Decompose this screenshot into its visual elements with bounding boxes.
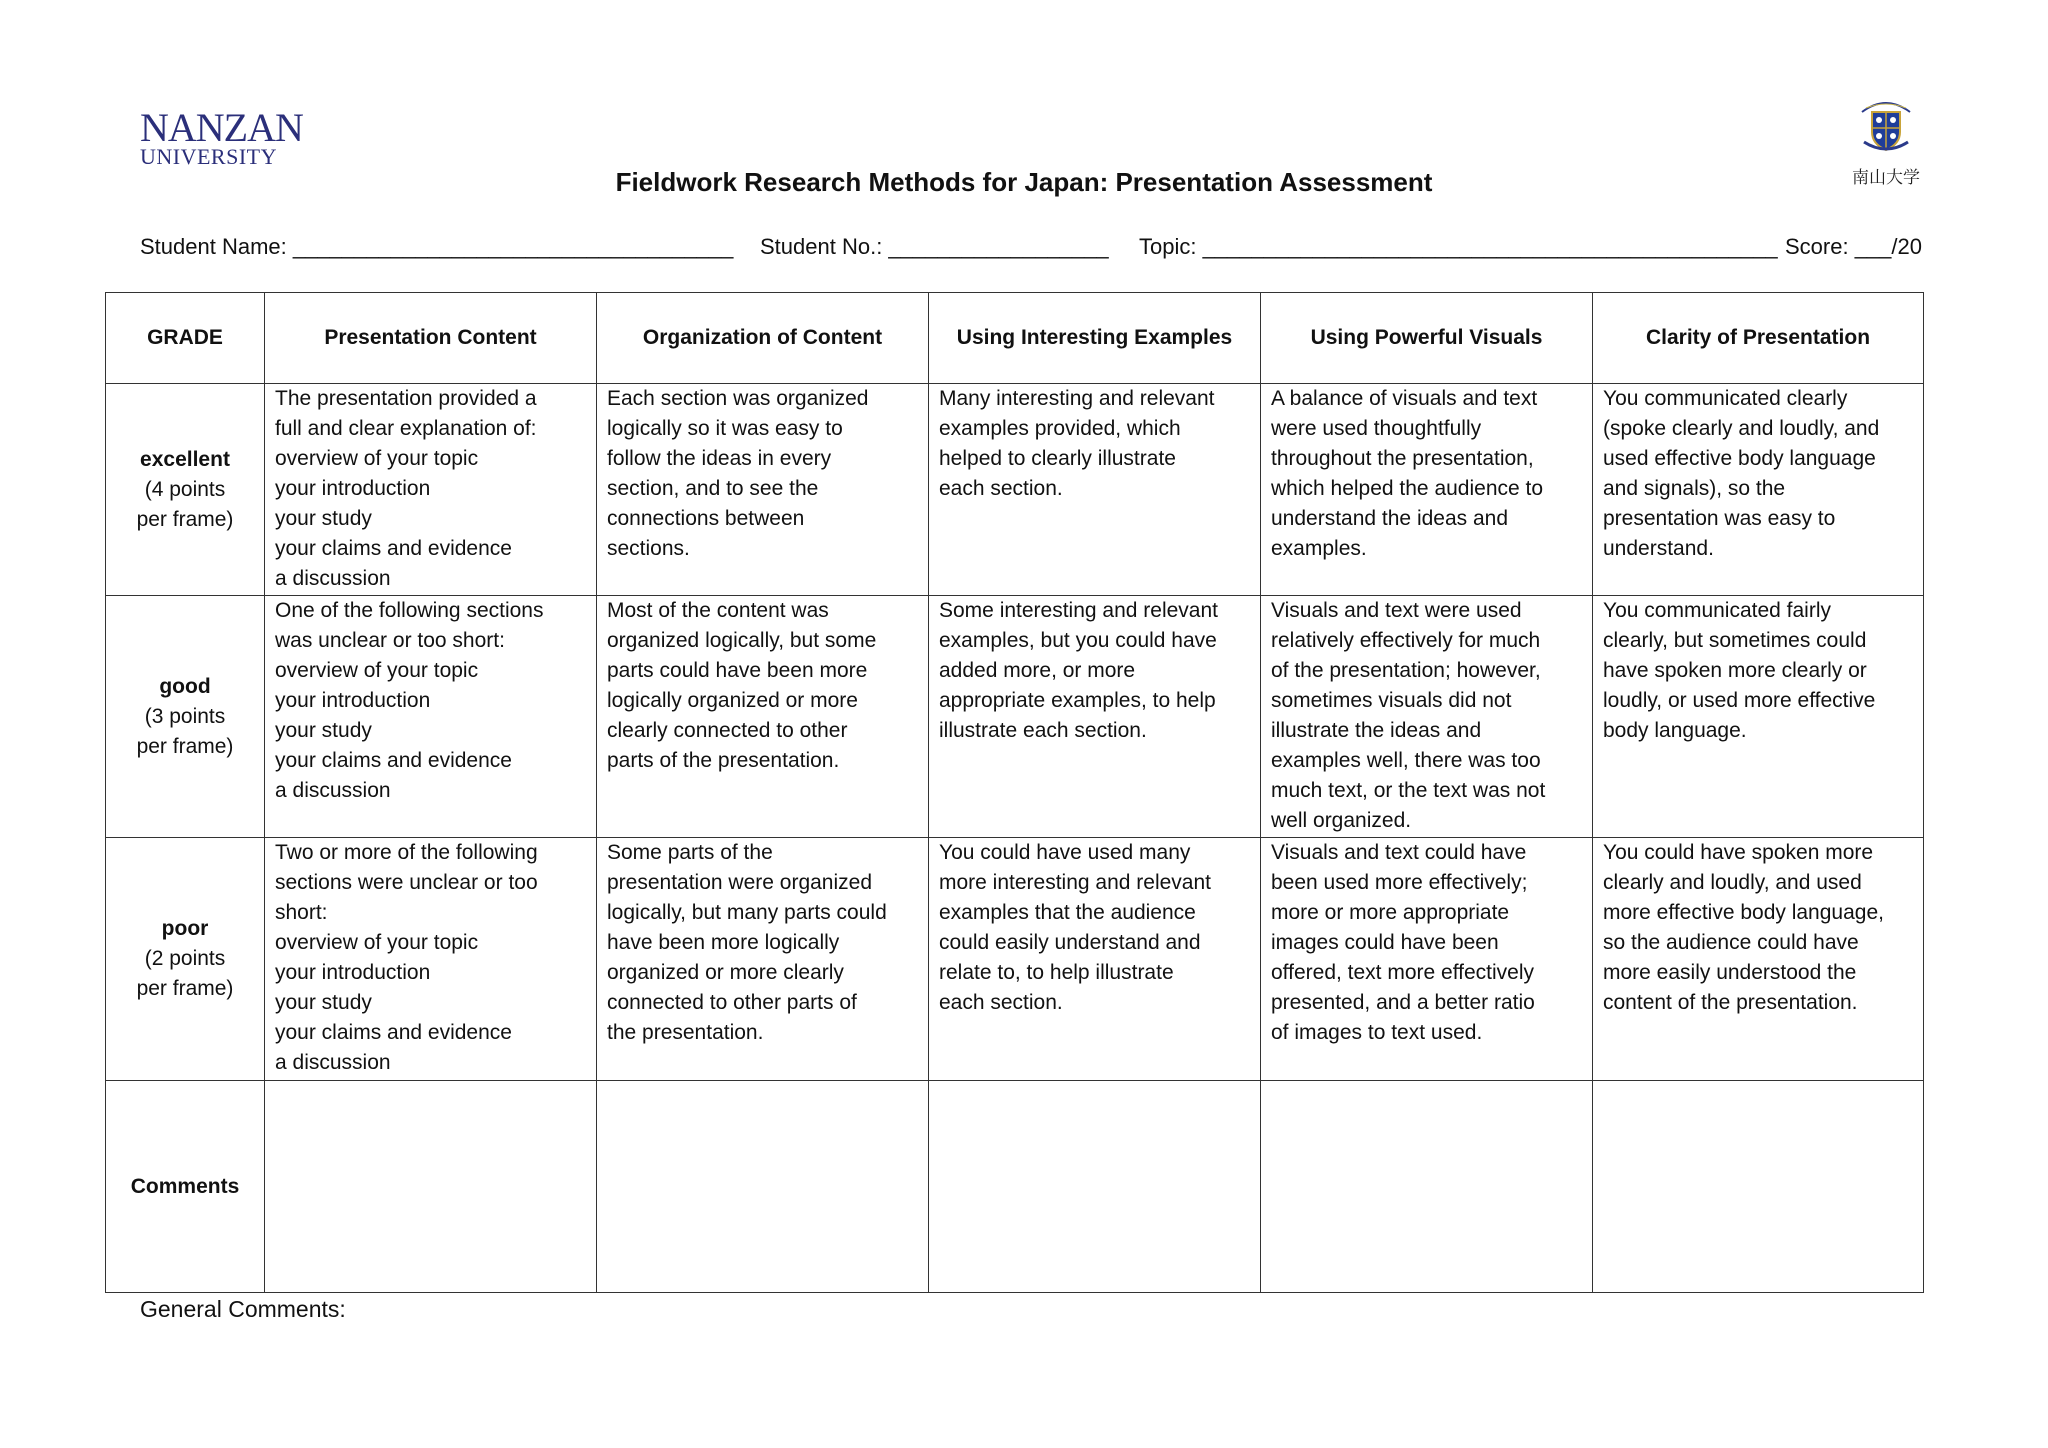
criterion-text: overview of your topic xyxy=(275,659,479,682)
rubric-row-2 xyxy=(106,838,1924,1081)
criterion-text: the presentation. xyxy=(607,1021,764,1044)
criterion-cell xyxy=(265,384,597,596)
header-using-powerful-visuals: Using Powerful Visuals xyxy=(1261,293,1593,384)
criterion-cell xyxy=(265,838,597,1081)
header-organization-of-content: Organization of Content xyxy=(597,293,929,384)
criterion-text: appropriate examples, to help xyxy=(939,689,1216,712)
criterion-text: logically, but many parts could xyxy=(607,901,887,924)
grade-cell xyxy=(106,384,265,596)
criterion-text: organized or more clearly xyxy=(607,961,844,984)
criterion-text: sometimes visuals did not xyxy=(1271,689,1512,712)
criterion-text: examples provided, which xyxy=(939,417,1181,440)
nanzan-university-logo xyxy=(140,105,303,169)
criterion-text: examples well, there was too xyxy=(1271,749,1541,772)
criterion-text: section, and to see the xyxy=(607,477,819,500)
criterion-text: your study xyxy=(275,507,372,530)
criterion-text: your introduction xyxy=(275,961,431,984)
criterion-text: more easily understood the xyxy=(1603,961,1857,984)
criterion-text: used effective body language xyxy=(1603,447,1876,470)
criterion-text: parts could have been more xyxy=(607,659,868,682)
comment-cell[interactable] xyxy=(265,1081,597,1293)
criterion-text: You communicated fairly xyxy=(1603,599,1832,622)
criterion-cell xyxy=(929,838,1261,1081)
grade-points: per frame) xyxy=(136,977,234,1000)
criterion-text: (spoke clearly and loudly, and xyxy=(1603,417,1880,440)
criterion-text: Two or more of the following xyxy=(275,841,538,864)
criterion-cell xyxy=(1593,384,1924,596)
rubric-row-1 xyxy=(106,596,1924,838)
criterion-text: logically so it was easy to xyxy=(607,417,843,440)
comment-cell[interactable] xyxy=(597,1081,929,1293)
criterion-text: have been more logically xyxy=(607,931,840,954)
grade-cell xyxy=(106,596,265,838)
criterion-text: You communicated clearly xyxy=(1603,387,1848,410)
criterion-text: Visuals and text could have xyxy=(1271,841,1527,864)
header-using-interesting-examples: Using Interesting Examples xyxy=(929,293,1261,384)
criterion-text: could easily understand and xyxy=(939,931,1201,954)
criterion-text: was unclear or too short: xyxy=(275,629,505,652)
criterion-cell xyxy=(597,384,929,596)
criterion-text: presentation were organized xyxy=(607,871,873,894)
criterion-text: Visuals and text were used xyxy=(1271,599,1522,622)
logo-wordmark: NANZAN xyxy=(140,105,303,150)
header-clarity-of-presentation: Clarity of Presentation xyxy=(1593,293,1924,384)
criterion-text: overview of your topic xyxy=(275,447,479,470)
crest-caption: 南山大学 xyxy=(1852,168,1920,188)
criterion-text: of the presentation; however, xyxy=(1271,659,1541,682)
criterion-text: You could have used many xyxy=(939,841,1191,864)
comment-cell[interactable] xyxy=(1261,1081,1593,1293)
criterion-text: each section. xyxy=(939,991,1063,1014)
criterion-text: clearly connected to other xyxy=(607,719,848,742)
criterion-text: full and clear explanation of: xyxy=(275,417,537,440)
criterion-text: clearly and loudly, and used xyxy=(1603,871,1862,894)
score-field: Score: ___/20 xyxy=(1785,234,1922,259)
criterion-text: Some parts of the xyxy=(607,841,773,864)
criterion-text: relate to, to help illustrate xyxy=(939,961,1174,984)
header-presentation-content: Presentation Content xyxy=(265,293,597,384)
student-info-row xyxy=(140,234,1925,264)
topic-field: Topic: _______________________________________________ xyxy=(1139,234,1778,259)
criterion-text: organized logically, but some xyxy=(607,629,877,652)
criterion-text: images could have been xyxy=(1271,931,1499,954)
criterion-text: follow the ideas in every xyxy=(607,447,832,470)
grade-points: per frame) xyxy=(136,734,234,758)
grade-points: (4 points xyxy=(144,477,226,501)
criterion-text: of images to text used. xyxy=(1271,1021,1483,1044)
criterion-text: relatively effectively for much xyxy=(1271,629,1541,652)
criterion-cell xyxy=(929,596,1261,838)
criterion-text: illustrate each section. xyxy=(939,719,1147,742)
criterion-cell xyxy=(1593,838,1924,1081)
criterion-text: your introduction xyxy=(275,477,431,500)
criterion-text: more or more appropriate xyxy=(1271,901,1510,924)
criterion-text: well organized. xyxy=(1271,809,1412,832)
table-header-row xyxy=(106,293,1924,384)
criterion-text: understand. xyxy=(1603,537,1714,560)
criterion-text: more effective body language, xyxy=(1603,901,1884,924)
criterion-cell xyxy=(597,596,929,838)
grade-name: good xyxy=(159,674,211,698)
criterion-text: Many interesting and relevant xyxy=(939,387,1215,410)
criterion-text: a discussion xyxy=(275,779,391,802)
criterion-text: helped to clearly illustrate xyxy=(939,447,1176,470)
criterion-text: so the audience could have xyxy=(1603,931,1859,954)
criterion-text: loudly, or used more effective xyxy=(1603,689,1876,712)
criterion-text: your claims and evidence xyxy=(275,537,512,560)
criterion-text: your introduction xyxy=(275,689,431,712)
rubric-row-0 xyxy=(106,384,1924,596)
criterion-text: connections between xyxy=(607,507,805,530)
crest-icon xyxy=(1854,96,1918,156)
criterion-text: presented, and a better ratio xyxy=(1271,991,1535,1014)
criterion-text: were used thoughtfully xyxy=(1271,417,1482,440)
comments-label: Comments xyxy=(106,1081,265,1293)
logo-subtitle: UNIVERSITY xyxy=(140,144,277,169)
comment-cell[interactable] xyxy=(929,1081,1261,1293)
criterion-text: Most of the content was xyxy=(607,599,829,622)
criterion-text: which helped the audience to xyxy=(1271,477,1544,500)
criterion-text: Some interesting and relevant xyxy=(939,599,1218,622)
criterion-text: your claims and evidence xyxy=(275,749,512,772)
grade-points: (2 points xyxy=(144,947,226,970)
criterion-text: your study xyxy=(275,991,372,1014)
criterion-text: sections were unclear or too xyxy=(275,871,538,894)
general-comments-label: General Comments: xyxy=(140,1296,346,1322)
criterion-cell xyxy=(929,384,1261,596)
criterion-text: have spoken more clearly or xyxy=(1603,659,1867,682)
assessment-rubric-table xyxy=(105,292,1924,1293)
student-name-field: Student Name: ____________________________________ xyxy=(140,234,734,259)
criterion-text: clearly, but sometimes could xyxy=(1603,629,1867,652)
criterion-cell xyxy=(265,596,597,838)
criterion-text: overview of your topic xyxy=(275,931,479,954)
grade-cell xyxy=(106,838,265,1081)
criterion-text: a discussion xyxy=(275,1051,391,1074)
criterion-text: much text, or the text was not xyxy=(1271,779,1546,802)
criterion-text: connected to other parts of xyxy=(607,991,857,1014)
criterion-text: examples that the audience xyxy=(939,901,1196,924)
grade-points: (3 points xyxy=(144,704,226,728)
criterion-text: body language. xyxy=(1603,719,1747,742)
criterion-text: examples, but you could have xyxy=(939,629,1217,652)
comment-cell[interactable] xyxy=(1593,1081,1924,1293)
criterion-text: a discussion xyxy=(275,567,391,590)
criterion-text: and signals), so the xyxy=(1603,477,1786,500)
criterion-text: You could have spoken more xyxy=(1603,841,1874,864)
criterion-cell xyxy=(1261,596,1593,838)
criterion-text: each section. xyxy=(939,477,1063,500)
criterion-text: parts of the presentation. xyxy=(607,749,840,772)
grade-points: per frame) xyxy=(136,507,234,531)
criterion-text: been used more effectively; xyxy=(1271,871,1528,894)
criterion-text: your claims and evidence xyxy=(275,1021,512,1044)
criterion-text: short: xyxy=(275,901,328,924)
grade-name: excellent xyxy=(140,447,230,471)
criterion-text: content of the presentation. xyxy=(1603,991,1858,1014)
criterion-text: offered, text more effectively xyxy=(1271,961,1535,984)
criterion-text: Each section was organized xyxy=(607,387,869,410)
criterion-text: One of the following sections xyxy=(275,599,544,622)
student-no-field: Student No.: __________________ xyxy=(760,234,1109,259)
grade-name: poor xyxy=(161,917,209,940)
criterion-text: more interesting and relevant xyxy=(939,871,1211,894)
criterion-text: added more, or more xyxy=(939,659,1136,682)
criterion-text: examples. xyxy=(1271,537,1367,560)
criterion-text: understand the ideas and xyxy=(1271,507,1509,530)
criterion-text: The presentation provided a xyxy=(275,387,537,410)
criterion-text: logically organized or more xyxy=(607,689,858,712)
criterion-cell xyxy=(597,838,929,1081)
comments-row xyxy=(106,1081,1924,1293)
header-grade: GRADE xyxy=(106,293,265,384)
criterion-text: A balance of visuals and text xyxy=(1271,387,1538,410)
criterion-text: illustrate the ideas and xyxy=(1271,719,1482,742)
criterion-cell xyxy=(1593,596,1924,838)
criterion-text: your study xyxy=(275,719,372,742)
criterion-cell xyxy=(1261,838,1593,1081)
criterion-cell xyxy=(1261,384,1593,596)
criterion-text: throughout the presentation, xyxy=(1271,447,1534,470)
criterion-text: sections. xyxy=(607,537,690,560)
page-title: Fieldwork Research Methods for Japan: Presentation Assessment xyxy=(615,167,1433,197)
criterion-text: presentation was easy to xyxy=(1603,507,1836,530)
